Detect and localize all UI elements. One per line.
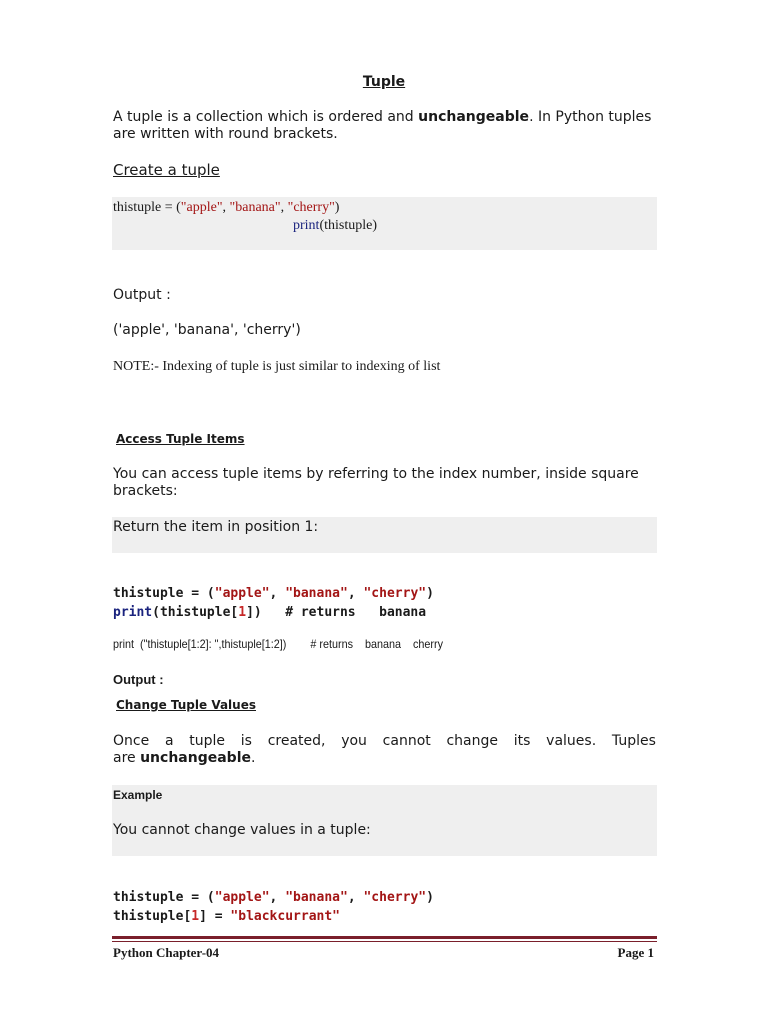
code-text: thistuple[	[113, 909, 192, 924]
change-line2	[113, 750, 255, 767]
code1-line2	[293, 217, 377, 234]
output-label: Output :	[113, 287, 171, 303]
code-string: "banana"	[229, 200, 281, 215]
code-number: 1	[238, 605, 247, 620]
change-heading: Change Tuple Values	[116, 698, 256, 712]
word: change	[446, 733, 499, 749]
word: is	[240, 733, 252, 749]
access-heading: Access Tuple Items	[116, 432, 245, 446]
word: created,	[267, 733, 326, 749]
intro-line2: are written with round brackets.	[113, 126, 338, 142]
code-text: )	[426, 586, 434, 601]
create-heading: Create a tuple	[113, 161, 220, 179]
code-string: "apple"	[214, 586, 270, 601]
word: cannot	[382, 733, 431, 749]
access-paragraph	[113, 466, 658, 500]
note-text: NOTE:- Indexing of tuple is just similar to indexing of list	[113, 359, 441, 374]
change-text: are	[113, 750, 141, 766]
slice-line: print ("thistuple[1:2]: ",thistuple[1:2]) # returns banana cherry	[113, 637, 444, 651]
footer-page-number: Page 1	[617, 945, 654, 960]
code-string: "cherry"	[287, 200, 335, 215]
code2-line2	[113, 603, 426, 622]
word: a	[164, 733, 174, 749]
code-string: "apple"	[180, 200, 223, 215]
word: values.	[546, 733, 597, 749]
code-text: ,	[222, 200, 230, 215]
footer-rule-thick	[112, 936, 657, 939]
intro-bold: unchangeable	[418, 109, 530, 125]
word: you	[341, 733, 367, 749]
code-string: "blackcurrant"	[230, 909, 340, 924]
code-text: ,	[269, 586, 286, 601]
code-string: "banana"	[285, 586, 348, 601]
code-text: (thistuple)	[319, 218, 377, 233]
return-text: Return the item in position 1:	[113, 519, 319, 535]
output-value: ('apple', 'banana', 'cherry')	[113, 322, 301, 338]
code-text: )	[334, 200, 340, 215]
code1-line1	[113, 199, 339, 216]
access-line1: You can access tuple items by referring to the index number, inside square	[113, 466, 639, 482]
intro-text: A tuple is a collection which is ordered and	[113, 109, 419, 125]
code-text: ,	[269, 890, 286, 905]
access-line2: brackets:	[113, 483, 178, 499]
word: Tuples	[611, 733, 656, 749]
change-text: .	[251, 750, 256, 766]
code-text: )	[426, 890, 434, 905]
code-text: ,	[280, 200, 288, 215]
code-text: ] =	[199, 909, 231, 924]
code-string: "banana"	[285, 890, 348, 905]
code-keyword: print	[113, 605, 153, 620]
page-title: Tuple	[362, 74, 406, 90]
code-text: ,	[347, 586, 364, 601]
change-bold: unchangeable	[140, 750, 251, 766]
code-string: "cherry"	[363, 890, 427, 905]
code-text: ,	[347, 890, 364, 905]
code-string: "apple"	[214, 890, 270, 905]
footer-left: Python Chapter-04	[113, 945, 220, 960]
change-line1	[113, 733, 656, 750]
code-text: thistuple = (	[113, 200, 181, 215]
code-string: "cherry"	[363, 586, 427, 601]
word: Once	[113, 733, 150, 749]
code-text: thistuple = (	[113, 890, 215, 905]
output-label-2: Output :	[113, 672, 164, 687]
example-label: Example	[113, 788, 163, 802]
code-text: thistuple = (	[113, 586, 215, 601]
code-number: 1	[191, 909, 200, 924]
word: tuple	[189, 733, 226, 749]
footer-rule-thin	[112, 941, 657, 942]
intro-paragraph	[113, 109, 658, 143]
code-text: ]) # returns banana	[246, 605, 427, 620]
word: its	[513, 733, 531, 749]
intro-text-end: . In Python tuples	[529, 109, 652, 125]
code-text: (thistuple[	[152, 605, 239, 620]
example-text: You cannot change values in a tuple:	[113, 822, 371, 838]
example-box	[112, 785, 657, 856]
code3-line2	[113, 907, 340, 926]
code-keyword: print	[293, 218, 320, 233]
code3-line1	[113, 888, 434, 907]
code2-line1	[113, 584, 434, 603]
